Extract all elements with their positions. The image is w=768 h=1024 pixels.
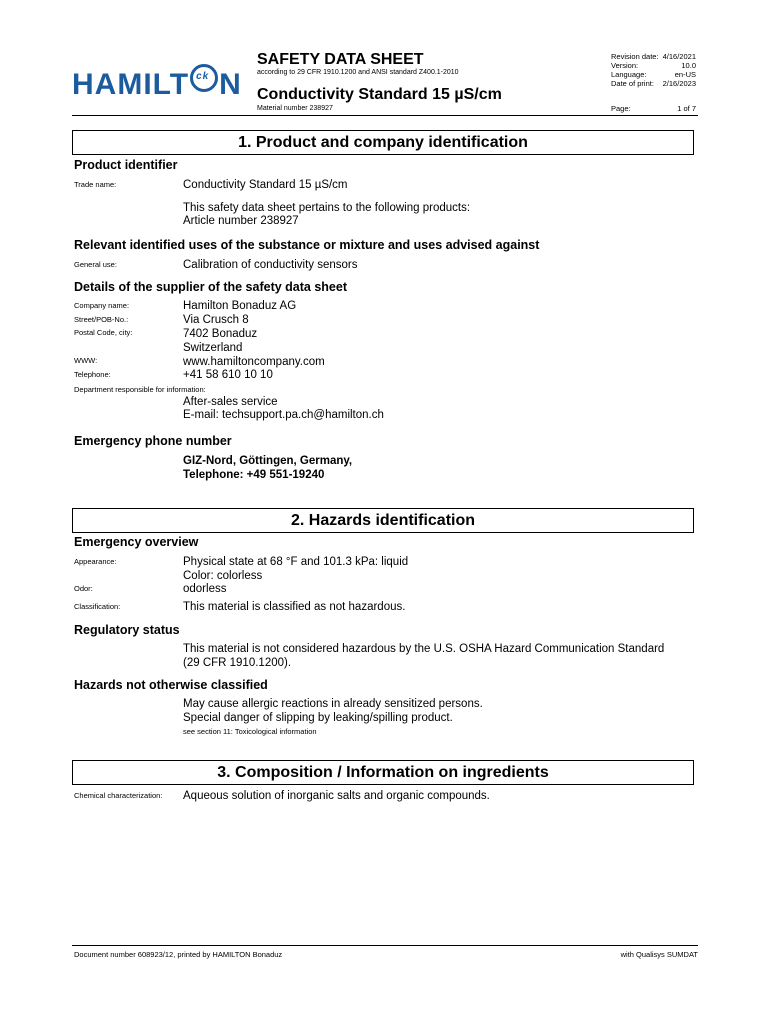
company-value: Hamilton Bonaduz AG xyxy=(183,300,297,312)
meta-language-value: en-US xyxy=(674,70,696,79)
section-1-title: 1. Product and company identification xyxy=(72,130,694,155)
material-number: Material number 238927 xyxy=(257,105,333,112)
appearance-line-2: Color: colorless xyxy=(183,570,263,582)
regulatory-heading: Regulatory status xyxy=(74,623,180,637)
company-label: Company name: xyxy=(74,301,130,310)
hamilton-logo xyxy=(72,64,242,102)
product-name-title: Conductivity Standard 15 µS/cm xyxy=(257,86,502,103)
trade-name-label: Trade name: xyxy=(74,180,117,189)
pertains-line-2: Article number 238927 xyxy=(183,215,299,227)
general-use-value: Calibration of conductivity sensors xyxy=(183,259,358,271)
uses-heading: Relevant identified uses of the substance or mixture and uses advised against xyxy=(74,238,540,252)
department-email[interactable]: E-mail: techsupport.pa.ch@hamilton.ch xyxy=(183,409,384,421)
www-link[interactable]: www.hamiltoncompany.com xyxy=(183,356,325,368)
meta-language-label: Language: xyxy=(611,70,647,79)
www-label: WWW: xyxy=(74,356,98,365)
page-value: 1 of 7 xyxy=(677,104,696,113)
street-label: Street/POB-No.: xyxy=(74,315,129,324)
logo-circle-icon: ck xyxy=(190,64,218,92)
meta-version-label: Version: xyxy=(611,61,639,70)
logo-text-left: HAMILT xyxy=(72,68,190,101)
meta-version-value: 10.0 xyxy=(681,61,696,70)
document-title: SAFETY DATA SHEET xyxy=(257,51,424,68)
footer-divider xyxy=(72,945,698,946)
trade-name-value: Conductivity Standard 15 µS/cm xyxy=(183,179,348,191)
hnoc-heading: Hazards not otherwise classified xyxy=(74,678,268,692)
section-2-title: 2. Hazards identification xyxy=(72,508,694,533)
classification-label: Classification: xyxy=(74,602,121,611)
postal-value: 7402 Bonaduz xyxy=(183,328,258,340)
footer-document-number: Document number 608923/12, printed by HAMILTON Bonaduz xyxy=(74,950,283,959)
country-value: Switzerland xyxy=(183,342,243,354)
appearance-line-1: Physical state at 68 °F and 101.3 kPa: liquid xyxy=(183,556,409,568)
hnoc-line-1: May cause allergic reactions in already sensitized persons. xyxy=(183,698,483,710)
emergency-line-2: Telephone: +49 551-19240 xyxy=(183,469,325,481)
general-use-label: General use: xyxy=(74,260,117,269)
meta-revision-label: Revision date: xyxy=(611,52,659,61)
meta-print-value: 2/16/2023 xyxy=(662,79,696,88)
chem-characterization-label: Chemical characterization: xyxy=(74,791,163,800)
regulatory-line-1: This material is not considered hazardous by the U.S. OSHA Hazard Communication Standard xyxy=(183,643,665,655)
header-divider xyxy=(72,115,698,116)
department-label: Department responsible for information: xyxy=(74,385,206,394)
emergency-line-1: GIZ-Nord, Göttingen, Germany, xyxy=(183,455,353,467)
standard-line: according to 29 CFR 1910.1200 and ANSI standard Z400.1-2010 xyxy=(257,69,459,76)
footer-software: with Qualisys SUMDAT xyxy=(620,950,698,959)
telephone-label: Telephone: xyxy=(74,370,111,379)
meta-print-label: Date of print: xyxy=(611,79,654,88)
odor-value: odorless xyxy=(183,583,227,595)
classification-value: This material is classified as not hazardous. xyxy=(183,601,406,613)
odor-label: Odor: xyxy=(74,584,93,593)
logo-text-right: N xyxy=(219,68,242,101)
product-identifier-heading: Product identifier xyxy=(74,158,178,172)
supplier-heading: Details of the supplier of the safety data sheet xyxy=(74,280,347,294)
overview-heading: Emergency overview xyxy=(74,535,199,549)
hnoc-line-2: Special danger of slipping by leaking/spilling product. xyxy=(183,712,453,724)
emergency-heading: Emergency phone number xyxy=(74,434,232,448)
section-3-title: 3. Composition / Information on ingredients xyxy=(72,760,694,785)
page-label: Page: xyxy=(611,104,631,113)
meta-revision-value: 4/16/2021 xyxy=(662,52,696,61)
chem-characterization-value: Aqueous solution of inorganic salts and organic compounds. xyxy=(183,790,490,802)
regulatory-line-2: (29 CFR 1910.1200). xyxy=(183,657,292,669)
street-value: Via Crusch 8 xyxy=(183,314,249,326)
postal-label: Postal Code, city: xyxy=(74,328,133,337)
pertains-line-1: This safety data sheet pertains to the following products: xyxy=(183,202,471,214)
telephone-value: +41 58 610 10 10 xyxy=(183,369,273,381)
department-line-1: After-sales service xyxy=(183,396,278,408)
appearance-label: Appearance: xyxy=(74,557,117,566)
hnoc-note: see section 11: Toxicological information xyxy=(183,727,317,736)
